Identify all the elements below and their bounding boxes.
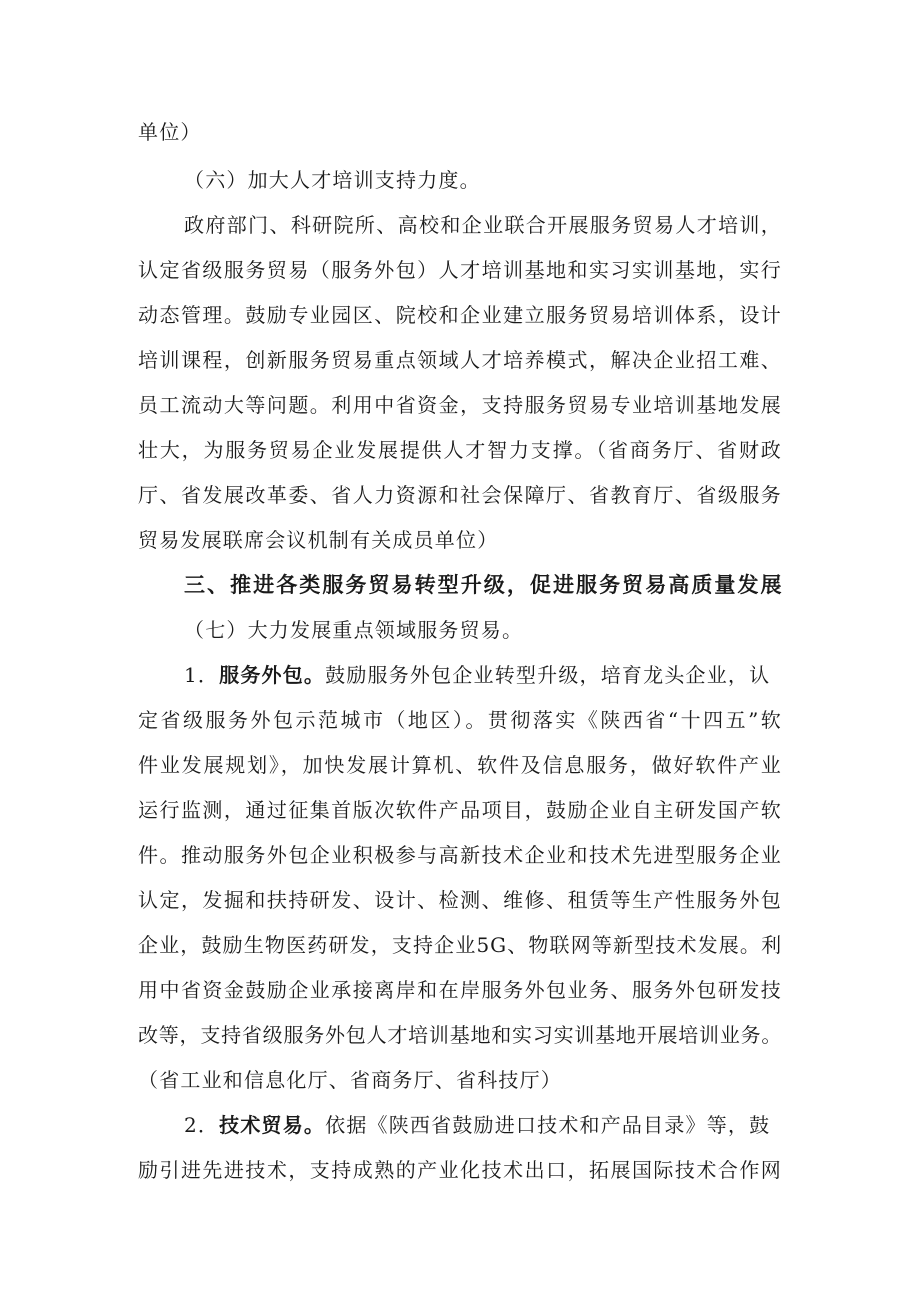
item-text: 鼓励服务外包企业转型升级，培育龙头企业，认 <box>325 663 771 687</box>
text-line: 励引进先进技术，支持成熟的产业化技术出口，拓展国际技术合作网 <box>138 1158 782 1182</box>
section-heading-7: （七）大力发展重点领域服务贸易。 <box>184 618 524 642</box>
item-number: 1． <box>184 663 220 687</box>
text-line: 企业，鼓励生物医药研发，支持企业5G、物联网等新型技术发展。利 <box>138 933 782 957</box>
text-line: 单位） <box>138 120 202 144</box>
item-title: 技术贸易。 <box>219 1113 326 1137</box>
text-line: 政府部门、科研院所、高校和企业联合开展服务贸易人才培训， <box>184 213 782 237</box>
section-heading-6: （六）加大人才培训支持力度。 <box>184 168 481 192</box>
item-1-line <box>184 661 770 689</box>
text-line: 培训课程，创新服务贸易重点领域人才培养模式，解决企业招工难、 <box>138 348 782 372</box>
text-line: 贸易发展联席会议机制有关成员单位） <box>138 528 499 552</box>
text-line: 动态管理。鼓励专业园区、院校和企业建立服务贸易培训体系，设计 <box>138 303 782 327</box>
text-line: 厅、省发展改革委、省人力资源和社会保障厅、省教育厅、省级服务 <box>138 483 782 507</box>
item-2-line <box>184 1111 770 1139</box>
item-number: 2． <box>184 1113 220 1137</box>
chapter-heading-3: 三、推进各类服务贸易转型升级，促进服务贸易高质量发展 <box>184 573 782 597</box>
text-line: （省工业和信息化厅、省商务厅、省科技厅） <box>138 1068 562 1092</box>
text-line: 运行监测，通过征集首版次软件产品项目，鼓励企业自主研发国产软 <box>138 798 782 822</box>
text-line: 改等，支持省级服务外包人才培训基地和实习实训基地开展培训业务。 <box>138 1023 782 1047</box>
text-line: 认定省级服务贸易（服务外包）人才培训基地和实习实训基地，实行 <box>138 258 782 282</box>
text-line: 件。推动服务外包企业积极参与高新技术企业和技术先进型服务企业 <box>138 843 782 867</box>
text-line: 员工流动大等问题。利用中省资金，支持服务贸易专业培训基地发展 <box>138 393 782 417</box>
text-line: 认定，发掘和扶持研发、设计、检测、维修、租赁等生产性服务外包 <box>138 888 782 912</box>
item-text: 依据《陕西省鼓励进口技术和产品目录》等，鼓 <box>325 1113 771 1137</box>
item-title: 服务外包。 <box>219 663 326 687</box>
text-line: 用中省资金鼓励企业承接离岸和在岸服务外包业务、服务外包研发技 <box>138 978 782 1002</box>
text-line: 壮大，为服务贸易企业发展提供人才智力支撑。（省商务厅、省财政 <box>138 438 782 462</box>
text-line: 定省级服务外包示范城市（地区）。贯彻落实《陕西省“十四五”软 <box>138 708 782 732</box>
text-line: 件业发展规划》，加快发展计算机、软件及信息服务，做好软件产业 <box>138 753 782 777</box>
